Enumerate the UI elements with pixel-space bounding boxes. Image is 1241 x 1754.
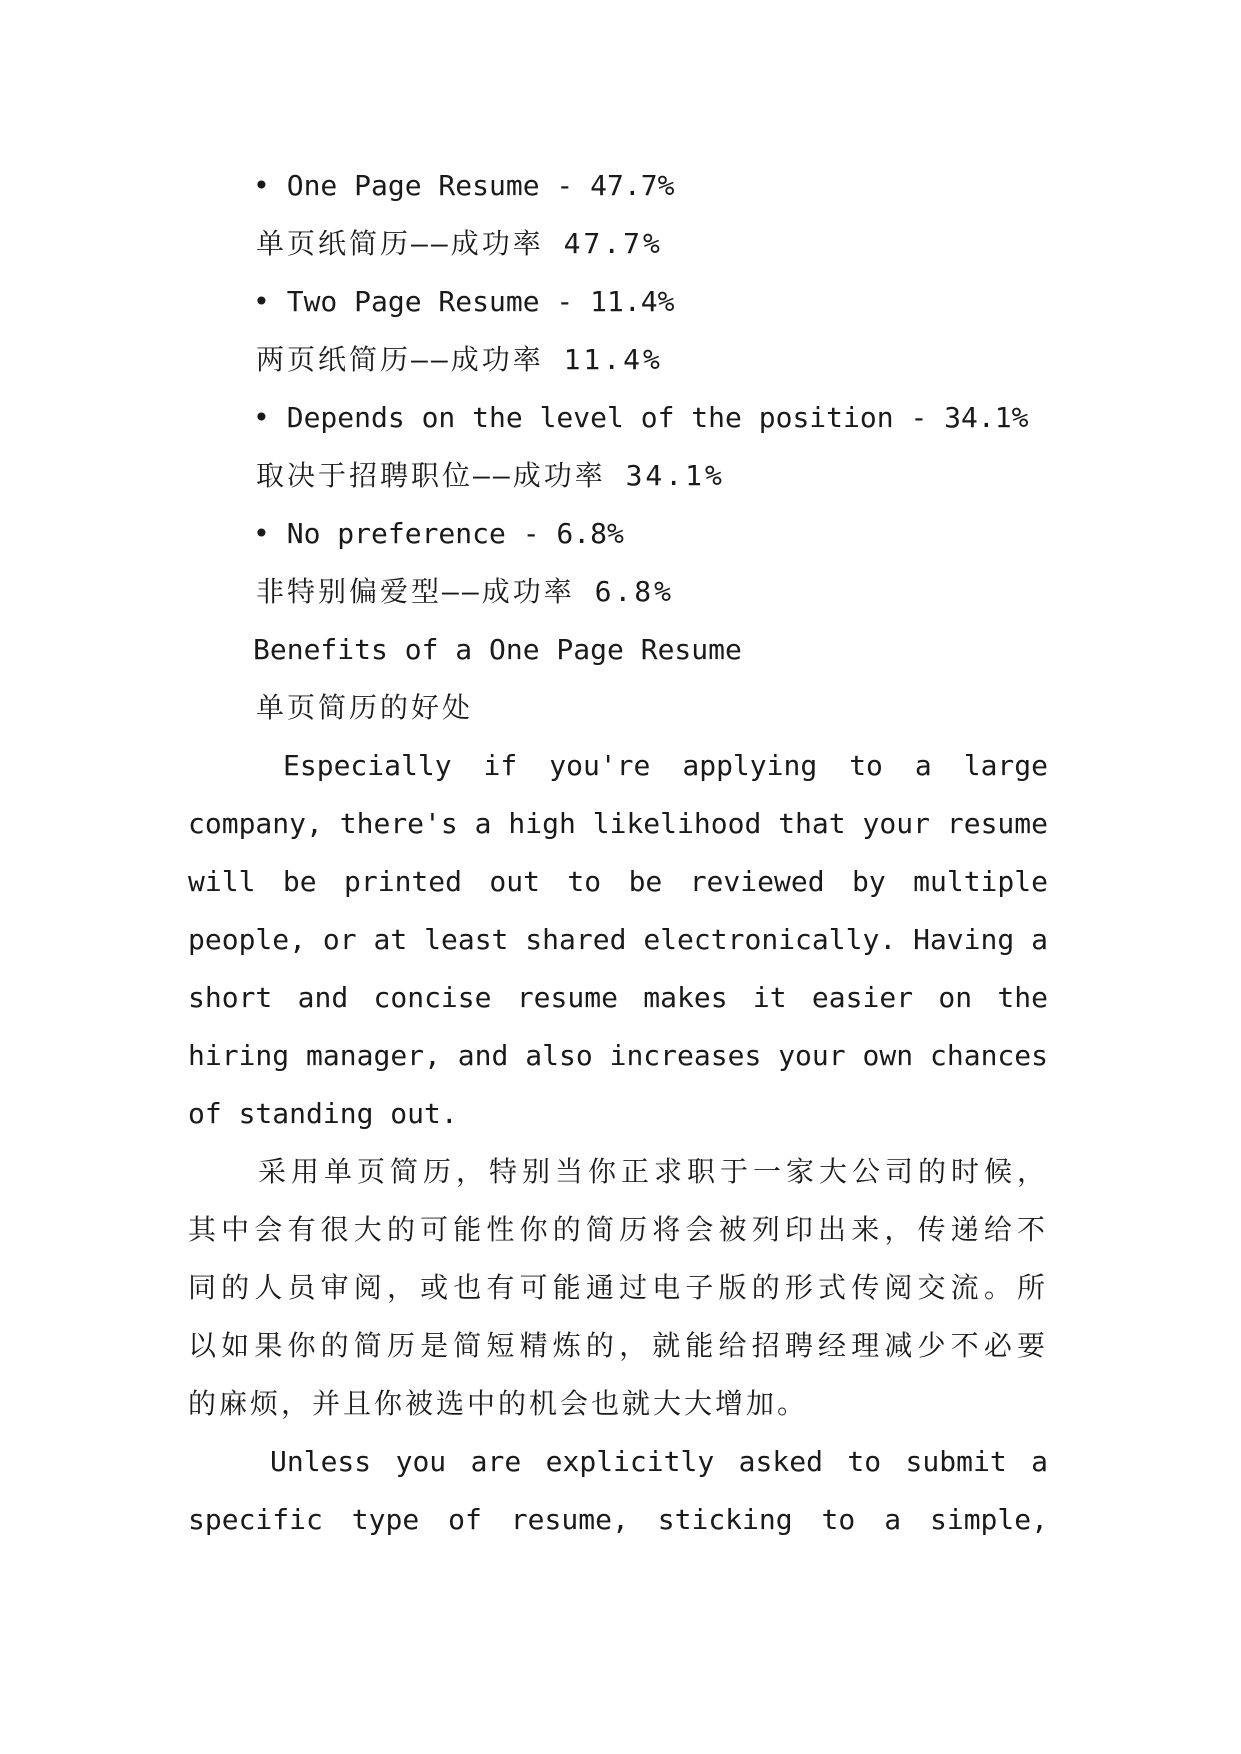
list-item-cn: 单页纸简历——成功率 47.7%	[256, 227, 663, 260]
paragraph-line: Especially if you're applying to a large	[283, 749, 1048, 782]
paragraph-line-cn: 以如果你的简历是简短精炼的，就能给招聘经理减少不必要	[188, 1329, 1048, 1362]
paragraph-line: short and concise resume makes it easier on the	[188, 981, 1048, 1014]
paragraph-line: Unless you are explicitly asked to submit a	[270, 1445, 1048, 1478]
list-item-en: • Two Page Resume - 11.4%	[253, 285, 675, 318]
list-item-cn: 两页纸简历——成功率 11.4%	[256, 343, 663, 376]
paragraph-line: will be printed out to be reviewed by multiple	[188, 865, 1048, 898]
paragraph-line-cn: 的麻烦，并且你被选中的机会也就大大增加。	[188, 1387, 809, 1420]
paragraph-line: company, there's a high likelihood that your resume	[188, 807, 1048, 840]
paragraph-line: hiring manager, and also increases your own chances	[188, 1039, 1048, 1072]
list-item-cn: 取决于招聘职位——成功率 34.1%	[256, 459, 725, 492]
paragraph-line-cn: 其中会有很大的可能性你的简历将会被列印出来，传递给不	[188, 1213, 1048, 1246]
paragraph-line-cn: 采用单页简历，特别当你正求职于一家大公司的时候，	[258, 1155, 1048, 1188]
section-heading-en: Benefits of a One Page Resume	[253, 633, 742, 666]
paragraph-line-cn: 同的人员审阅，或也有可能通过电子版的形式传阅交流。所	[188, 1271, 1048, 1304]
list-item-cn: 非特别偏爱型——成功率 6.8%	[256, 575, 675, 608]
paragraph-line: specific type of resume, sticking to a simple,	[188, 1503, 1048, 1536]
list-item-en: • Depends on the level of the position - 34.1%	[253, 401, 1029, 434]
paragraph-line: of standing out.	[188, 1097, 458, 1130]
list-item-en: • No preference - 6.8%	[253, 517, 624, 550]
section-heading-cn: 单页简历的好处	[256, 691, 474, 724]
paragraph-line: people, or at least shared electronically. Having a	[188, 923, 1048, 956]
list-item-en: • One Page Resume - 47.7%	[253, 169, 675, 202]
